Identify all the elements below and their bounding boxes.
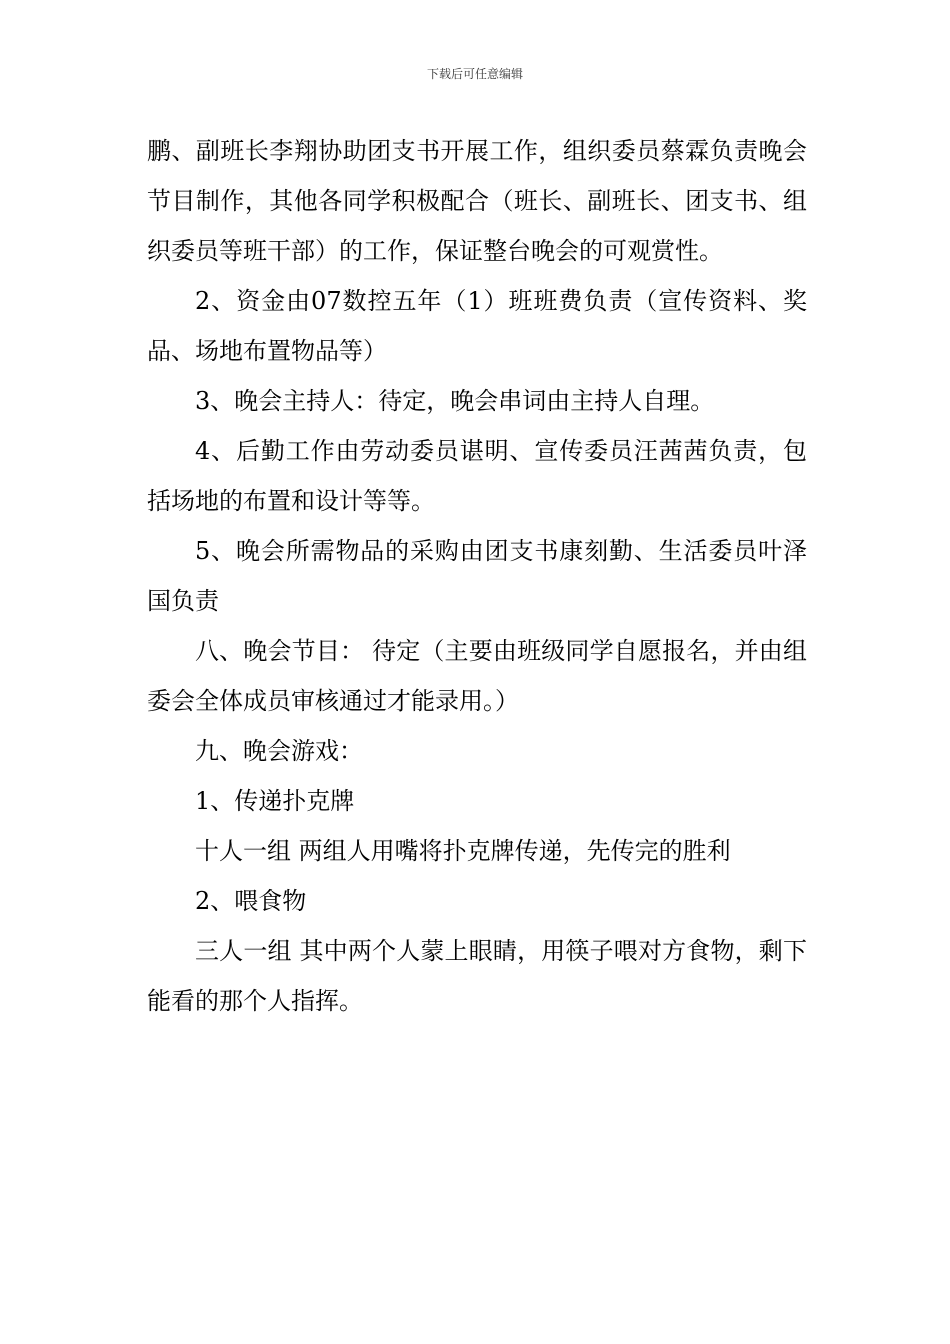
document-body xyxy=(147,126,807,1026)
paragraph-6: 八、晚会节目： 待定（主要由班级同学自愿报名，并由组委会全体成员审核通过才能录用。） xyxy=(147,637,807,715)
paragraph-11: 三人一组 其中两个人蒙上眼睛，用筷子喂对方食物，剩下能看的那个人指挥。 xyxy=(147,937,807,1015)
paragraph-9: 十人一组 两组人用嘴将扑克牌传递，先传完的胜利 xyxy=(195,837,731,865)
page-header: 下载后可任意编辑 xyxy=(426,67,523,81)
paragraph-1: 鹏、副班长李翔协助团支书开展工作，组织委员蔡霖负责晚会节目制作，其他各同学积极配合（班长、副班长、团支书、组织委员等班干部）的工作，保证整台晚会的可观赏性。 xyxy=(147,137,807,265)
paragraph-10: 2、喂食物 xyxy=(195,887,307,915)
paragraph-2: 2、资金由07数控五年（1）班班费负责（宣传资料、奖品、场地布置物品等） xyxy=(147,287,807,365)
paragraph-4: 4、后勤工作由劳动委员谌明、宣传委员汪茜茜负责，包括场地的布置和设计等等。 xyxy=(147,437,807,515)
paragraph-5: 5、晚会所需物品的采购由团支书康刻勤、生活委员叶泽国负责 xyxy=(147,537,807,615)
paragraph-7: 九、晚会游戏： xyxy=(195,737,363,765)
paragraph-8: 1、传递扑克牌 xyxy=(195,787,355,815)
paragraph-3: 3、晚会主持人：待定，晚会串词由主持人自理。 xyxy=(195,387,715,415)
